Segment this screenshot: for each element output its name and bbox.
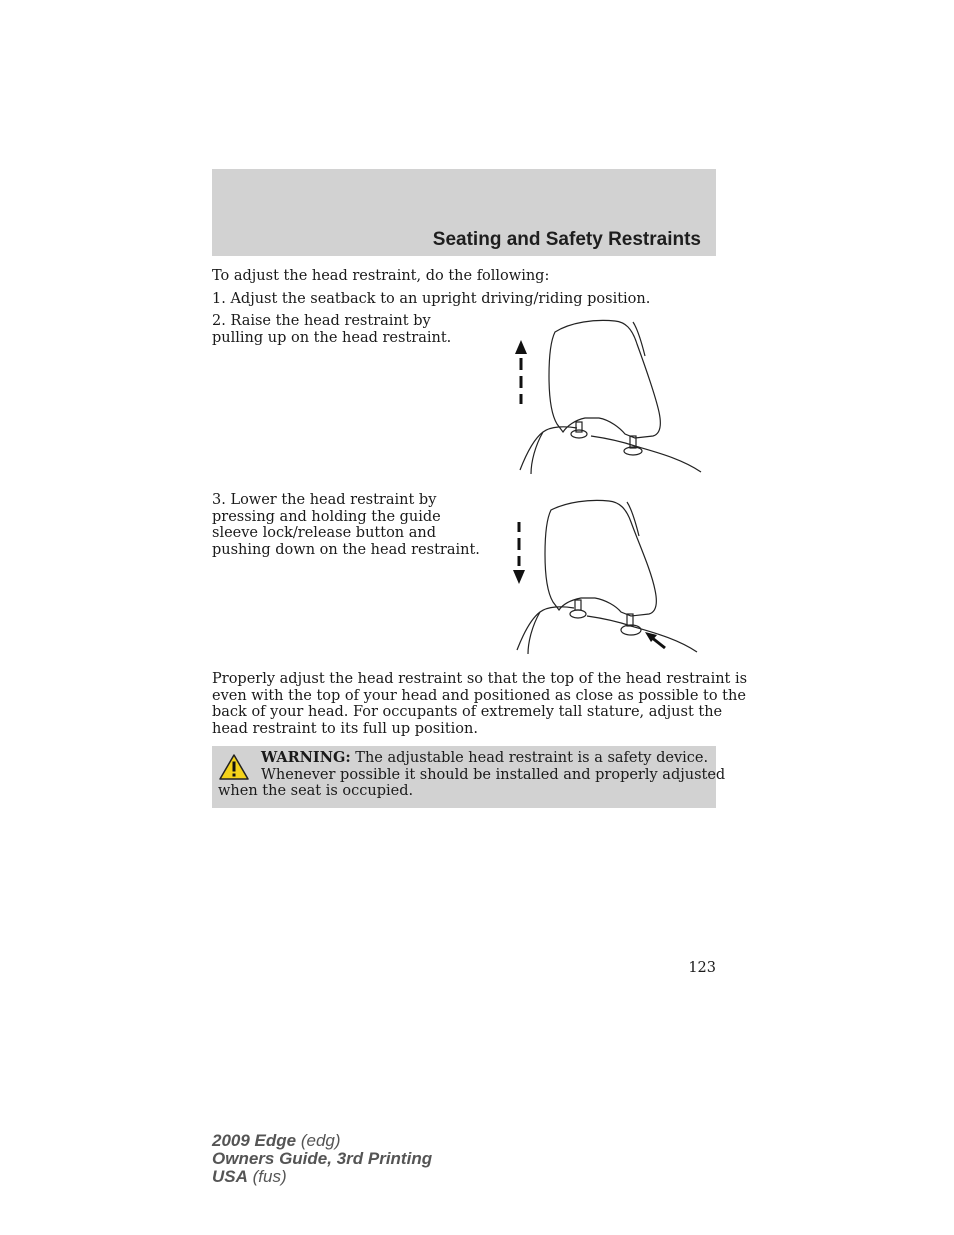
step-1-text: 1. Adjust the seatback to an upright driving/riding position.: [212, 291, 651, 307]
step-2-line: 2. Raise the head restraint by: [212, 313, 431, 329]
head-restraint-lower-figure: [505, 496, 705, 654]
down-arrow-icon: [513, 522, 525, 584]
head-restraint-drawing: [517, 500, 697, 654]
step-3-line: sleeve lock/release button and: [212, 525, 437, 542]
section-header-band: [212, 169, 716, 256]
footer-region: USA: [212, 1167, 248, 1186]
step-3-text: [212, 492, 480, 558]
footer-model: 2009 Edge: [212, 1131, 297, 1150]
warning-line: Whenever possible it should be installed and properly adjusted: [261, 766, 726, 783]
advice-line: back of your head. For occupants of extremely tall stature, adjust the: [212, 704, 723, 721]
warning-box: [212, 746, 726, 808]
step-2-text: [212, 313, 451, 346]
pointer-arrow-icon: [645, 632, 665, 648]
warning-label: WARNING:: [261, 749, 351, 766]
footer-region-code: (fus): [252, 1167, 287, 1186]
footer-guide: Owners Guide, 3rd Printing: [212, 1149, 433, 1168]
warning-line: when the seat is occupied.: [218, 783, 414, 800]
warning-line: The adjustable head restraint is a safety device.: [355, 750, 709, 766]
advice-line: even with the top of your head and positioned as close as possible to the: [212, 687, 746, 704]
section-title: Seating and Safety Restraints: [432, 229, 701, 250]
footer-model-code: (edg): [300, 1131, 341, 1150]
page-number: 123: [688, 960, 716, 976]
advice-line: head restraint to its full up position.: [212, 720, 478, 737]
step-3-line: pushing down on the head restraint.: [212, 541, 480, 558]
head-restraint-raise-figure: [505, 316, 705, 474]
step-2-line: pulling up on the head restraint.: [212, 329, 452, 346]
advice-line: Properly adjust the head restraint so that the top of the head restraint is: [212, 671, 748, 687]
intro-text: To adjust the head restraint, do the following:: [212, 268, 550, 284]
adjustment-advice-text: [212, 671, 747, 737]
step-3-line: 3. Lower the head restraint by: [212, 492, 437, 508]
warning-text: [218, 750, 725, 800]
up-arrow-icon: [515, 340, 527, 404]
step-3-line: pressing and holding the guide: [212, 508, 441, 525]
head-restraint-drawing: [520, 320, 701, 474]
document-footer: [212, 1132, 432, 1186]
